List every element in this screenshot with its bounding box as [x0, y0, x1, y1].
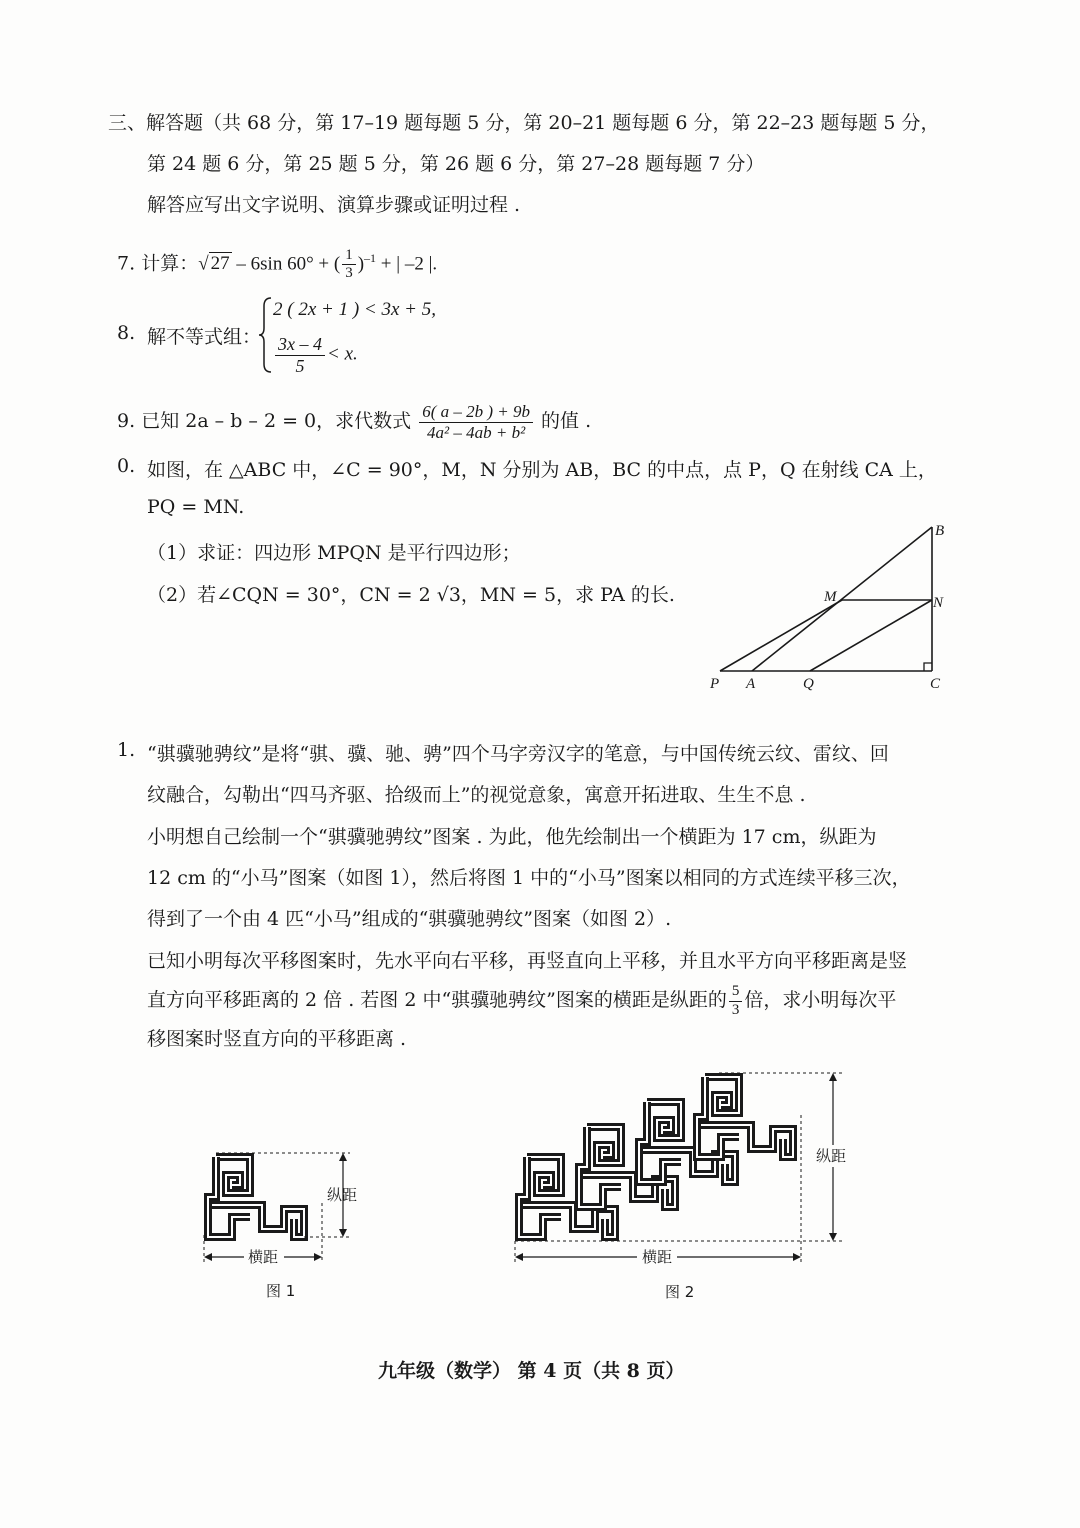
page-footer: 九年级（数学） 第 4 页（共 8 页）: [378, 1360, 685, 1382]
q19-prefix: 已知 2a – b – 2 = 0，求代数式: [141, 410, 412, 432]
q17-term1: – 6sin 60° + (: [231, 253, 341, 275]
q20-part2: （2）若∠CQN = 30°，CN = 2 √3，MN = 5，求 PA 的长.: [147, 584, 675, 606]
q19-number: 9.: [117, 410, 136, 432]
q21-para-5: 得到了一个由 4 匹“小马”组成的“骐骥驰骋纹”图案（如图 2）.: [147, 908, 672, 930]
label-M: M: [824, 589, 837, 605]
q19-fraction: $\frac{6( a - 2b ) + 9b}{\text{4a² – 4ab + b²}}$: [419, 402, 533, 442]
q18-inequality-1: 2 ( 2x + 1 ) < 3x + 5,: [273, 299, 436, 320]
q21-para-1: “骐骥驰骋纹”是将“骐、骥、驰、骋”四个马字旁汉字的笔意，与中国传统云纹、雷纹、回: [147, 743, 889, 765]
fig2-vertical-label: 纵距: [816, 1147, 847, 1165]
q21-para-2: 纹融合，勾勒出“四马齐驱、拾级而上”的视觉意象，寓意开拓进取、生生不息 .: [147, 784, 806, 806]
label-N: N: [933, 595, 944, 611]
fig2-caption: 图 2: [665, 1283, 695, 1301]
label-A: A: [746, 676, 756, 692]
segment-PM: [720, 600, 842, 671]
section-instructions: 解答应写出文字说明、演算步骤或证明过程 .: [147, 194, 521, 216]
label-P: P: [710, 676, 720, 692]
q18-number: 8.: [117, 322, 136, 344]
fig1-vertical-label: 纵距: [327, 1186, 358, 1204]
q21-para-8: 移图案时竖直方向的平移距离 .: [147, 1028, 407, 1050]
q21-para-3: 小明想自己绘制一个“骐骥驰骋纹”图案 . 为此，他先绘制出一个横距为 17 cm，纵距为: [147, 826, 877, 848]
fig1-caption: 图 1: [266, 1282, 296, 1300]
q17-prefix: 计算：: [141, 252, 199, 275]
label-C: C: [930, 676, 941, 692]
question-17: 7. 计算：√ 27 – 6sin 60° + ( $\frac{1}{3}$ )$^{-1}$ + | –2 |.: [117, 246, 438, 281]
right-angle-mark: [924, 663, 932, 671]
q21-para-7: 直方向平移距离的 2 倍 . 若图 2 中“骐骥驰骋纹”图案的横距是纵距的 $\frac{5}{3}$ 倍，求小明每次平: [147, 983, 897, 1018]
q18-brace: [258, 296, 274, 374]
q20-stem-line2: PQ = MN.: [147, 496, 245, 518]
label-B: B: [935, 523, 945, 539]
q18-inequality-2: $\frac{3x - 4}{5}$ < x.: [273, 334, 358, 376]
q20-number: 0.: [117, 455, 136, 477]
question-19: [117, 398, 591, 444]
figure-1: [196, 1145, 376, 1305]
label-Q: Q: [803, 676, 814, 692]
q17-number: 7.: [117, 252, 136, 275]
q18-prefix: 解不等式组：: [147, 326, 262, 348]
section-subtitle: 第 24 题 6 分，第 25 题 5 分，第 26 题 6 分，第 27–28 题每题 7 分）: [147, 153, 765, 175]
q19-suffix: 的值 .: [541, 410, 592, 432]
q20-stem-line1: 如图，在 △ABC 中，∠C = 90°，M，N 分别为 AB，BC 的中点，点 P，Q 在射线 CA 上，: [147, 459, 937, 481]
q17-exponent: –1: [364, 251, 377, 265]
fig2-horizontal-label: 横距: [642, 1248, 673, 1266]
q21-number: 1.: [117, 739, 136, 761]
section-title: 三、解答题（共 68 分，第 17–19 题每题 5 分，第 20–21 题每题 6 分，第 22–23 题每题 5 分，: [108, 112, 940, 134]
segment-AB: [752, 527, 932, 671]
q21-para-6: 已知小明每次平移图案时，先水平向右平移，再竖直向上平移，并且水平方向平移距离是竖: [147, 950, 908, 972]
figure-2: [505, 1065, 865, 1310]
q17-term2: + | –2 |.: [376, 253, 438, 275]
q20-part1: （1）求证：四边形 MPQN 是平行四边形；: [147, 542, 521, 564]
fig1-horizontal-label: 横距: [248, 1248, 279, 1266]
q20-triangle-figure: [700, 515, 960, 695]
q17-fraction: $\frac{1}{3}$: [342, 247, 356, 283]
q17-radicand: 27: [210, 253, 230, 275]
q21-para-4: 12 cm 的“小马”图案（如图 1），然后将图 1 中的“小马”图案以相同的方式连续平移三次，: [147, 867, 911, 889]
